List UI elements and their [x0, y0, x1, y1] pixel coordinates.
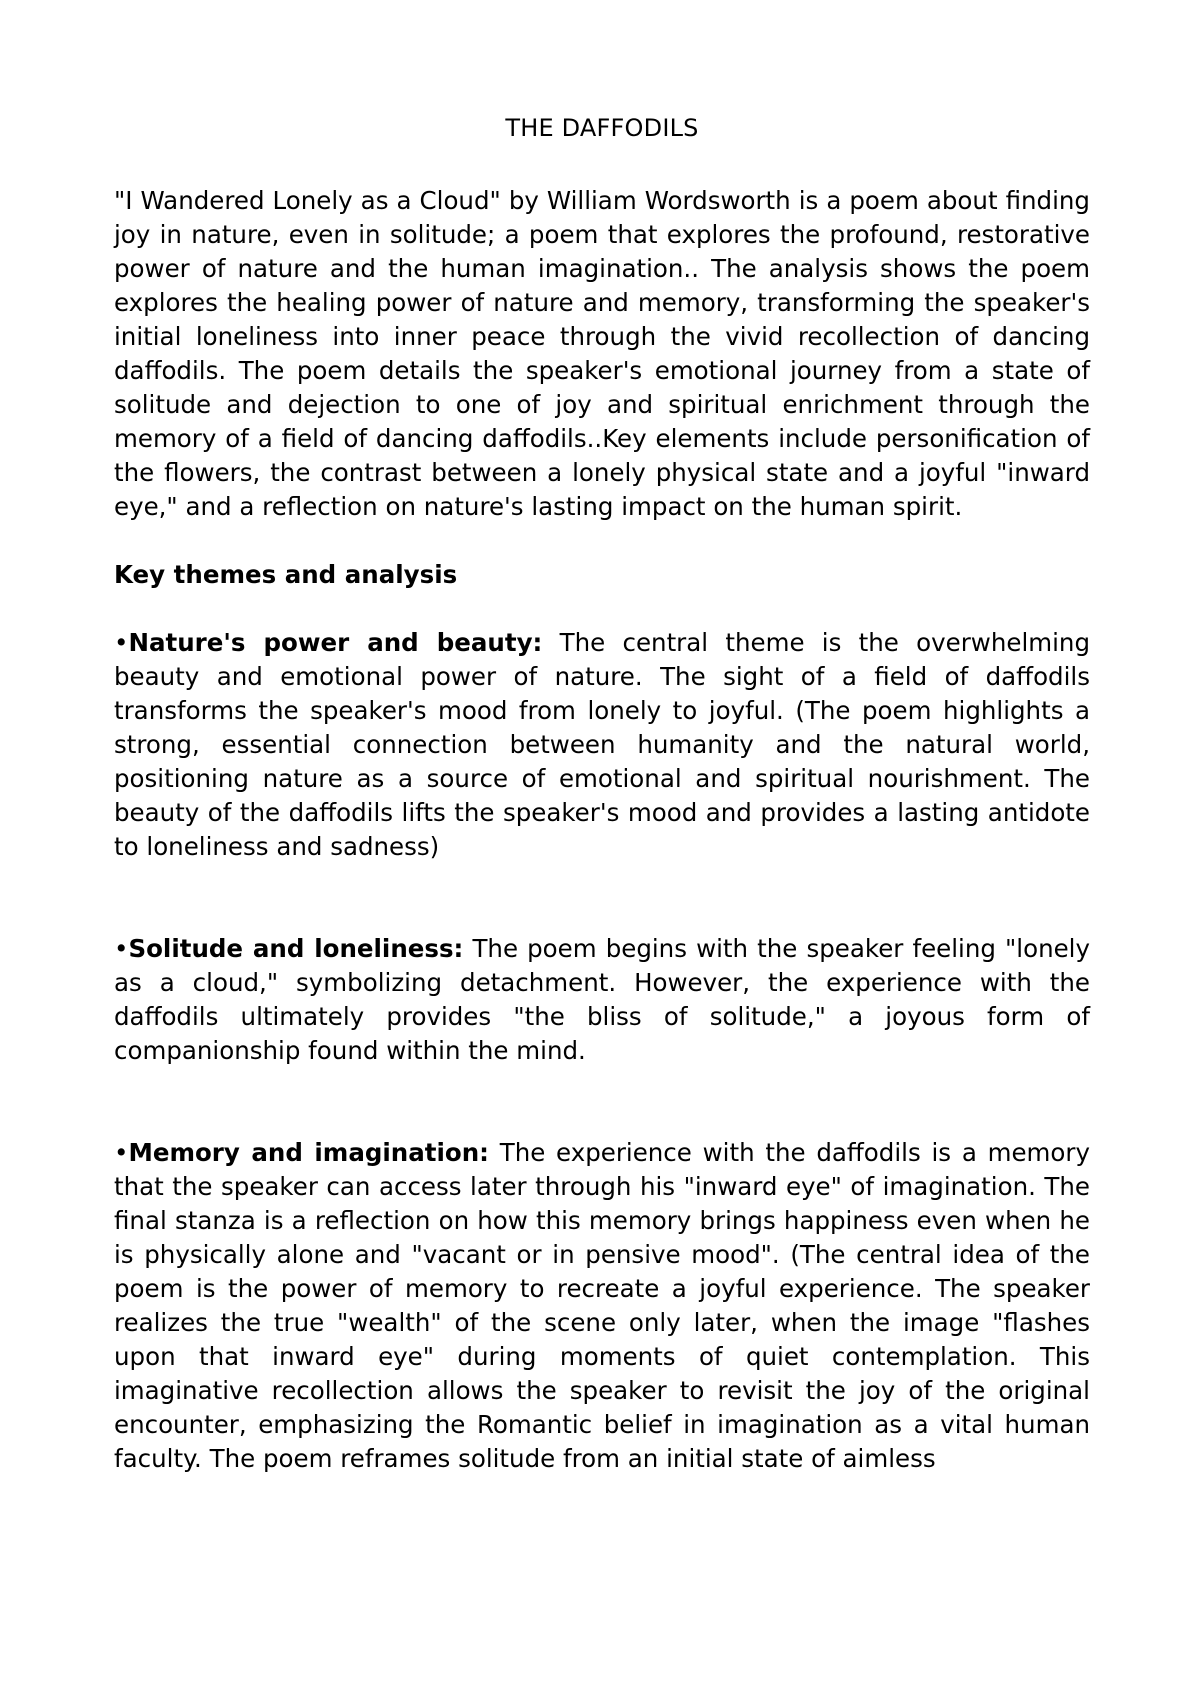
document-body	[114, 112, 1090, 1544]
theme-paragraph-solitude	[114, 932, 1090, 1068]
theme-lead: Solitude and loneliness:	[128, 934, 464, 963]
intro-paragraph: "I Wandered Lonely as a Cloud" by William Wordsworth is a poem about finding joy in nature, even in solitude; a poem that explores the profound, restorative power of nature and the human imagination.. The analysis shows the poem explores the healing power of nature and memory, transforming the speaker's initial loneliness into inner peace through the vivid recollection of dancing daffodils. The poem details the speaker's emotional journey from a state of solitude and dejection to one of joy and spiritual enrichment through the memory of a field of dancing daffodils..Key elements include personification of the flowers, the contrast between a lonely physical state and a joyful "inward eye," and a reflection on nature's lasting impact on the human spirit.	[114, 186, 1090, 521]
bullet-icon: •	[114, 628, 129, 657]
section-heading: Key themes and analysis	[114, 560, 458, 589]
theme-text: The poem begins with the speaker feeling "lonely as a cloud," symbolizing detachment. However, the experience with the daffodils ultimately provides "the bliss of solitude," a joyous form of companionship found within the mind.	[114, 934, 1090, 1065]
theme-text: The experience with the daffodils is a memory that the speaker can access later through his "inward eye" of imagination. The final stanza is a reflection on how this memory brings happiness even when he is physically alone and "vacant or in pensive mood". (The central idea of the poem is the power of memory to recreate a joyful experience. The speaker realizes the true "wealth" of the scene only later, when the image "flashes upon that inward eye" during moments of quiet contemplation. This imaginative recollection allows the speaker to revisit the joy of the original encounter, emphasizing the Romantic belief in imagination as a vital human faculty. The poem reframes solitude from an initial state of aimless	[114, 1138, 1090, 1473]
document-title: THE DAFFODILS	[505, 114, 699, 142]
theme-lead: Nature's power and beauty:	[128, 628, 543, 657]
bullet-icon: •	[114, 1138, 129, 1167]
theme-text: The central theme is the overwhelming beauty and emotional power of nature. The sight of a field of daffodils transforms the speaker's mood from lonely to joyful. (The poem highlights a strong, essential connection between humanity and the natural world, positioning nature as a source of emotional and spiritual nourishment. The beauty of the daffodils lifts the speaker's mood and provides a lasting antidote to loneliness and sadness)	[114, 628, 1091, 861]
theme-paragraph-memory	[114, 1136, 1090, 1476]
theme-lead: Memory and imagination:	[128, 1138, 489, 1167]
bullet-icon: •	[114, 934, 129, 963]
theme-paragraph-nature	[114, 626, 1090, 864]
